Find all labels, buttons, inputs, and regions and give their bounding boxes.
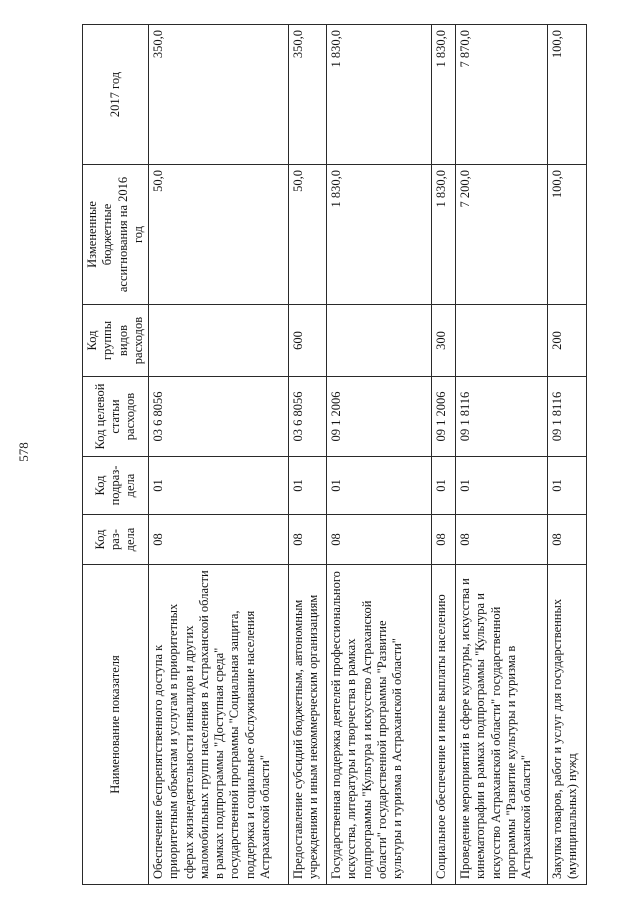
row-gruppa: 200 [548, 305, 587, 377]
row-razdel: 08 [149, 515, 289, 565]
row-podrazdel: 01 [289, 457, 327, 515]
row-razdel: 08 [456, 515, 548, 565]
row-name: Предоставление субсидий бюджетным, автономным учреждениям и иным некоммерческим организациям [289, 565, 327, 885]
row-izm: 7 200,0 [456, 165, 548, 305]
row-izm: 50,0 [289, 165, 327, 305]
row-name: Обеспечение беспрепятственного доступа к приоритетным объектам и услугам в приоритетных сферах жизнедеятельности инвалидов и других маломобильных групп населения в Астраханской области в рамках подпрограммы "Доступная среда" государственной программы "Социальная защита, поддержка и социальное обслуживание населения Астраханской области" [149, 565, 289, 885]
header-izm: Измененные бюджетные ассигнования на 2016 год [83, 165, 149, 305]
row-name: Государственная поддержка деятелей профессионального искусства, литературы и творчества в рамках подпрограммы "Культура и искусство Астраханской области" государственной программы "Развитие культуры и туризма в Астраханской области" [327, 565, 432, 885]
row-izm: 100,0 [548, 165, 587, 305]
row-name: Закупка товаров, работ и услуг для государственных (муниципальных) нужд [548, 565, 587, 885]
row-izm: 1 830,0 [327, 165, 432, 305]
row-statya: 09 1 2006 [432, 377, 456, 457]
row-podrazdel: 01 [548, 457, 587, 515]
rotated-table-container [82, 25, 582, 885]
header-podrazdel: Код подраз-дела [83, 457, 149, 515]
row-statya: 09 1 8116 [456, 377, 548, 457]
header-name: Наименование показателя [83, 565, 149, 885]
row-statya: 03 6 8056 [289, 377, 327, 457]
row-2017: 350,0 [149, 25, 289, 165]
table-row [548, 25, 587, 885]
row-statya: 09 1 8116 [548, 377, 587, 457]
row-razdel: 08 [289, 515, 327, 565]
row-podrazdel: 01 [149, 457, 289, 515]
table-row [149, 25, 289, 885]
row-2017: 350,0 [289, 25, 327, 165]
row-podrazdel: 01 [456, 457, 548, 515]
row-podrazdel: 01 [327, 457, 432, 515]
row-name: Социальное обеспечение и иные выплаты населению [432, 565, 456, 885]
row-gruppa: 600 [289, 305, 327, 377]
row-statya: 09 1 2006 [327, 377, 432, 457]
page-number: 578 [15, 442, 31, 462]
row-podrazdel: 01 [432, 457, 456, 515]
header-gruppa: Код группы видов расходов [83, 305, 149, 377]
header-razdel: Код раз-дела [83, 515, 149, 565]
row-razdel: 08 [432, 515, 456, 565]
table-row [289, 25, 327, 885]
row-gruppa [456, 305, 548, 377]
table-header [83, 25, 149, 885]
row-gruppa [149, 305, 289, 377]
row-gruppa: 300 [432, 305, 456, 377]
header-2017: 2017 год [83, 25, 149, 165]
header-statya: Код целевой статьи расходов [83, 377, 149, 457]
budget-table [82, 24, 587, 885]
row-razdel: 08 [327, 515, 432, 565]
row-name: Проведение мероприятий в сфере культуры, искусства и кинематографии в рамках подпрограммы "Культура и искусство Астраханской области" государственной программы "Развитие культуры и туризма в Астраханской области" [456, 565, 548, 885]
row-statya: 03 6 8056 [149, 377, 289, 457]
row-2017: 1 830,0 [327, 25, 432, 165]
row-2017: 7 870,0 [456, 25, 548, 165]
table-row [456, 25, 548, 885]
row-2017: 100,0 [548, 25, 587, 165]
row-2017: 1 830,0 [432, 25, 456, 165]
row-izm: 1 830,0 [432, 165, 456, 305]
table-row [432, 25, 456, 885]
row-gruppa [327, 305, 432, 377]
table-row [327, 25, 432, 885]
row-razdel: 08 [548, 515, 587, 565]
row-izm: 50,0 [149, 165, 289, 305]
